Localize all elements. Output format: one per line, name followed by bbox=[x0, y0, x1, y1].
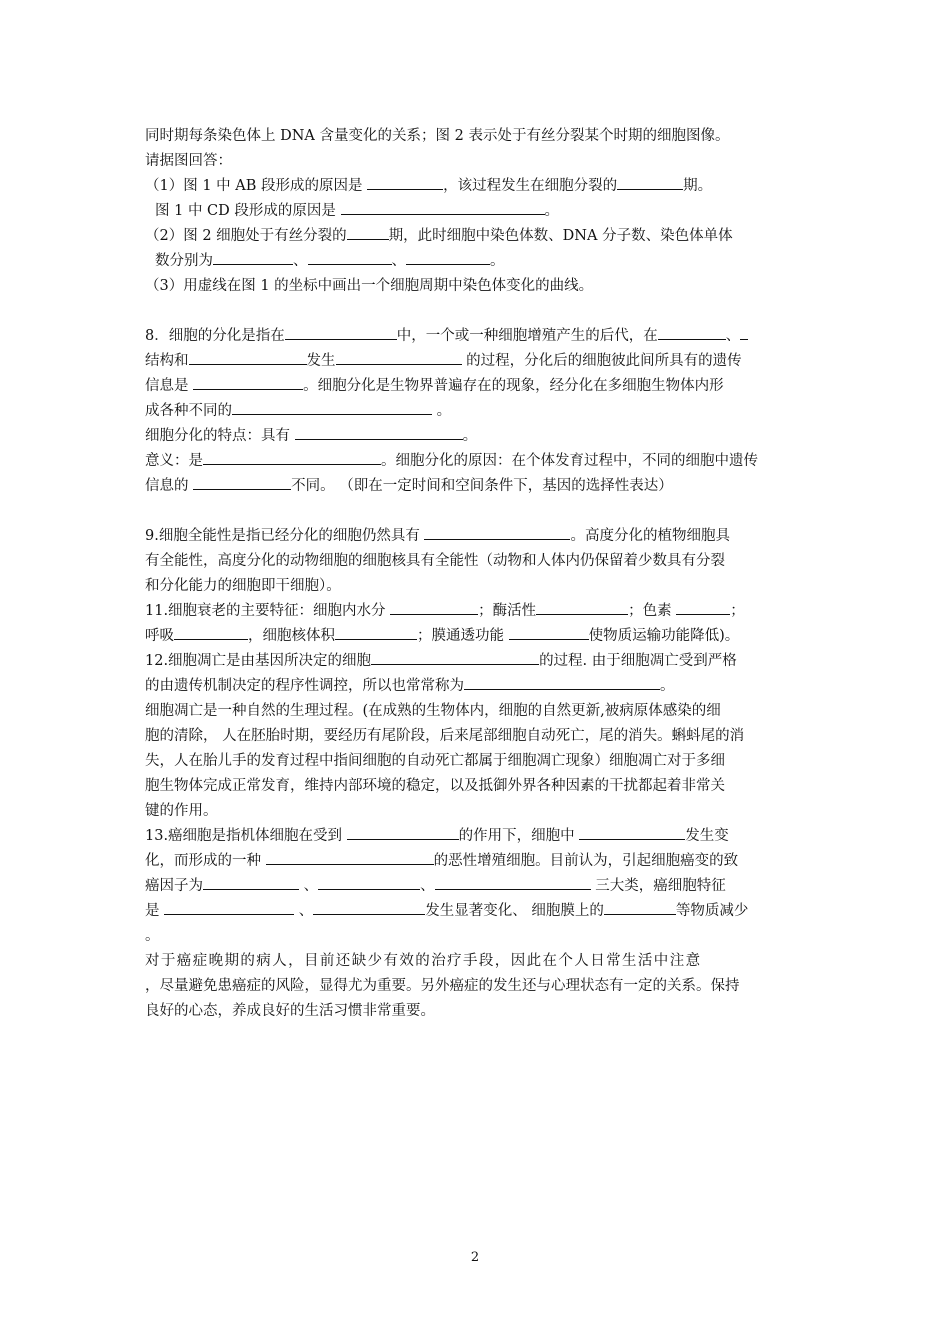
text: 等物质减少 bbox=[675, 903, 749, 919]
text: ； bbox=[730, 603, 745, 619]
text: 失，人在胎儿手的发育过程中指间细胞的自动死亡都属于细胞凋亡现象）细胞凋亡对于多细 bbox=[145, 753, 725, 769]
answer-blank[interactable] bbox=[285, 324, 397, 340]
text: 细胞凋亡是一种自然的生理过程。(在成熟的生物体内，细胞的自然更新,被病原体感染的细 bbox=[145, 703, 721, 719]
text: 13.癌细胞是指机体细胞在受到 bbox=[145, 828, 347, 844]
text: 意义：是 bbox=[145, 453, 203, 469]
answer-blank[interactable] bbox=[313, 899, 425, 915]
answer-blank[interactable] bbox=[347, 224, 389, 240]
text: 。 bbox=[660, 678, 675, 694]
text: ；酶活性 bbox=[478, 603, 537, 619]
text: 。 bbox=[462, 428, 478, 444]
q12-line-4 bbox=[145, 724, 817, 749]
q8-line-3 bbox=[145, 374, 817, 399]
q13-line-2 bbox=[145, 849, 817, 874]
text: 细胞分化的特点：具有 bbox=[145, 428, 295, 444]
text: 、 bbox=[391, 253, 406, 269]
q13-line-6 bbox=[145, 949, 817, 974]
answer-blank[interactable] bbox=[424, 524, 570, 540]
text: 发生变 bbox=[685, 828, 729, 844]
q9-line-3 bbox=[145, 574, 817, 599]
answer-blank[interactable] bbox=[232, 399, 432, 415]
q13-line-7 bbox=[145, 974, 817, 999]
answer-blank[interactable] bbox=[509, 624, 589, 640]
q12-line-5 bbox=[145, 749, 817, 774]
text: 信息的 bbox=[145, 478, 194, 494]
page-content bbox=[145, 124, 817, 1024]
text: 、 bbox=[293, 253, 308, 269]
text: （1）图 1 中 AB 段形成的原因是 bbox=[145, 178, 368, 194]
q7-part-3 bbox=[145, 274, 817, 299]
spacer bbox=[145, 299, 817, 324]
q7-part-2 bbox=[145, 224, 817, 249]
q7-part-1 bbox=[145, 174, 817, 199]
text: ，尽量避免患癌症的风险，显得尤为重要。另外癌症的发生还与心理状态有一定的关系。保持 bbox=[145, 978, 740, 994]
q13-line-1 bbox=[145, 824, 817, 849]
q8-line-6 bbox=[145, 449, 817, 474]
text: 、 bbox=[420, 878, 435, 894]
text: 键的作用。 bbox=[145, 803, 218, 819]
q12-line-3 bbox=[145, 699, 817, 724]
spacer bbox=[145, 499, 817, 524]
text: 的作用下，细胞中 bbox=[458, 828, 580, 844]
text: 的过程，分化后的细胞彼此间所具有的遗传 bbox=[461, 353, 742, 369]
text: 。 bbox=[544, 203, 559, 219]
text: 不同。 （即在一定时间和空间条件下，基因的选择性表达） bbox=[291, 478, 673, 494]
answer-blank[interactable] bbox=[740, 324, 748, 340]
text: 、 bbox=[294, 903, 314, 919]
text: 胞生物体完成正常发育，维持内部环境的稳定，以及抵御外界各种因素的干扰都起着非常关 bbox=[145, 778, 725, 794]
text: 。细胞分化的原因：在个体发育过程中，不同的细胞中遗传 bbox=[381, 453, 758, 469]
answer-blank[interactable] bbox=[189, 349, 307, 365]
q7-line-1 bbox=[145, 124, 817, 149]
text: 。 bbox=[145, 928, 160, 944]
text: 良好的心态，养成良好的生活习惯非常重要。 bbox=[145, 1003, 435, 1019]
text: 。 bbox=[432, 403, 452, 419]
text: 成各种不同的 bbox=[145, 403, 232, 419]
text: 。细胞分化是生物界普遍存在的现象，经分化在多细胞生物体内形 bbox=[303, 378, 724, 394]
answer-blank[interactable] bbox=[174, 624, 248, 640]
q9-line-1 bbox=[145, 524, 817, 549]
answer-blank[interactable] bbox=[335, 624, 417, 640]
q11-line-1 bbox=[145, 599, 817, 624]
q8-line-1 bbox=[145, 324, 817, 349]
text: 信息是 bbox=[145, 378, 194, 394]
q13-line-8 bbox=[145, 999, 817, 1024]
answer-blank[interactable] bbox=[658, 324, 726, 340]
text: 是 bbox=[145, 903, 165, 919]
answer-blank[interactable] bbox=[308, 249, 392, 265]
q12-line-7 bbox=[145, 799, 817, 824]
q8-line-2 bbox=[145, 349, 817, 374]
text: ；膜通透功能 bbox=[417, 628, 509, 644]
text: 使物质运输功能降低)。 bbox=[588, 628, 740, 644]
text: 请据图回答： bbox=[145, 153, 232, 169]
q13-line-5 bbox=[145, 924, 817, 949]
text: 发生显著变化、 细胞膜上的 bbox=[425, 903, 604, 919]
answer-blank[interactable] bbox=[266, 849, 434, 865]
text: 发生 bbox=[306, 353, 336, 369]
answer-blank[interactable] bbox=[347, 824, 459, 840]
text: （2）图 2 细胞处于有丝分裂的 bbox=[145, 228, 347, 244]
answer-blank[interactable] bbox=[390, 599, 478, 615]
text: 结构和 bbox=[145, 353, 189, 369]
text: 。高度分化的植物细胞具 bbox=[570, 528, 730, 544]
text: 化，而形成的一种 bbox=[145, 853, 266, 869]
text: 胞的清除， 人在胚胎时期，要经历有尾阶段，后来尾部细胞自动死亡，尾的消失。蝌蚪尾的消 bbox=[145, 728, 745, 744]
page-number: 2 bbox=[470, 1250, 480, 1265]
answer-blank[interactable] bbox=[367, 174, 443, 190]
text: 的过程. 由于细胞凋亡受到严格 bbox=[539, 653, 737, 669]
text: 、 bbox=[725, 328, 741, 344]
q12-line-2 bbox=[145, 674, 817, 699]
answer-blank[interactable] bbox=[435, 874, 591, 890]
answer-blank[interactable] bbox=[193, 374, 303, 390]
text: 11.细胞衰老的主要特征：细胞内水分 bbox=[145, 603, 391, 619]
text: 数分别为 bbox=[155, 253, 213, 269]
text: 癌因子为 bbox=[145, 878, 203, 894]
answer-blank[interactable] bbox=[579, 824, 685, 840]
q13-line-3 bbox=[145, 874, 817, 899]
q8-line-5 bbox=[145, 424, 817, 449]
text: 8．细胞的分化是指在 bbox=[145, 328, 285, 344]
answer-blank[interactable] bbox=[213, 249, 293, 265]
text: 对于癌症晚期的病人，目前还缺少有效的治疗手段，因此在个人日常生活中注意 bbox=[145, 953, 702, 969]
text: 中，一个或一种细胞增殖产生的后代，在 bbox=[396, 328, 658, 344]
text: 同时期每条染色体上 DNA 含量变化的关系；图 2 表示处于有丝分裂某个时期的细胞图像。 bbox=[145, 128, 730, 144]
text: 12.细胞凋亡是由基因所决定的细胞 bbox=[145, 653, 372, 669]
text: ，细胞核体积 bbox=[248, 628, 335, 644]
q8-line-7 bbox=[145, 474, 817, 499]
q9-line-2 bbox=[145, 549, 817, 574]
answer-blank[interactable] bbox=[371, 649, 539, 665]
answer-blank[interactable] bbox=[203, 874, 299, 890]
text: 的由遗传机制决定的程序性调控，所以也常常称为 bbox=[145, 678, 464, 694]
answer-blank[interactable] bbox=[617, 174, 683, 190]
text: 的恶性增殖细胞。目前认为，引起细胞癌变的致 bbox=[433, 853, 739, 869]
answer-blank[interactable] bbox=[464, 674, 660, 690]
text: 、 bbox=[299, 878, 319, 894]
q7-part-1b bbox=[145, 199, 817, 224]
q11-line-2 bbox=[145, 624, 817, 649]
answer-blank[interactable] bbox=[336, 349, 462, 365]
q8-line-4 bbox=[145, 399, 817, 424]
answer-blank[interactable] bbox=[193, 474, 291, 490]
text: （3）用虚线在图 1 的坐标中画出一个细胞周期中染色体变化的曲线。 bbox=[145, 278, 594, 294]
text: 期，此时细胞中染色体数、DNA 分子数、染色体单体 bbox=[388, 228, 733, 244]
text: 和分化能力的细胞即干细胞）。 bbox=[145, 578, 341, 594]
text: 期。 bbox=[683, 178, 713, 194]
answer-blank[interactable] bbox=[341, 199, 545, 215]
q12-line-1 bbox=[145, 649, 817, 674]
text: 有全能性，高度分化的动物细胞的细胞核具有全能性（动物和人体内仍保留着少数具有分裂 bbox=[145, 553, 725, 569]
q7-line-2 bbox=[145, 149, 817, 174]
text: 。 bbox=[490, 253, 505, 269]
text: 图 1 中 CD 段形成的原因是 bbox=[155, 203, 341, 219]
q7-part-2b bbox=[145, 249, 817, 274]
answer-blank[interactable] bbox=[406, 249, 490, 265]
answer-blank[interactable] bbox=[295, 424, 463, 440]
answer-blank[interactable] bbox=[604, 899, 676, 915]
q13-line-4 bbox=[145, 899, 817, 924]
text: 9.细胞全能性是指已经分化的细胞仍然具有 bbox=[145, 528, 425, 544]
text: 呼吸 bbox=[145, 628, 174, 644]
answer-blank[interactable] bbox=[536, 599, 628, 615]
answer-blank[interactable] bbox=[164, 899, 294, 915]
answer-blank[interactable] bbox=[203, 449, 381, 465]
text: ，该过程发生在细胞分裂的 bbox=[443, 178, 618, 194]
q12-line-6 bbox=[145, 774, 817, 799]
answer-blank[interactable] bbox=[676, 599, 730, 615]
text: ；色素 bbox=[628, 603, 677, 619]
answer-blank[interactable] bbox=[318, 874, 420, 890]
text: 三大类，癌细胞特征 bbox=[590, 878, 726, 894]
